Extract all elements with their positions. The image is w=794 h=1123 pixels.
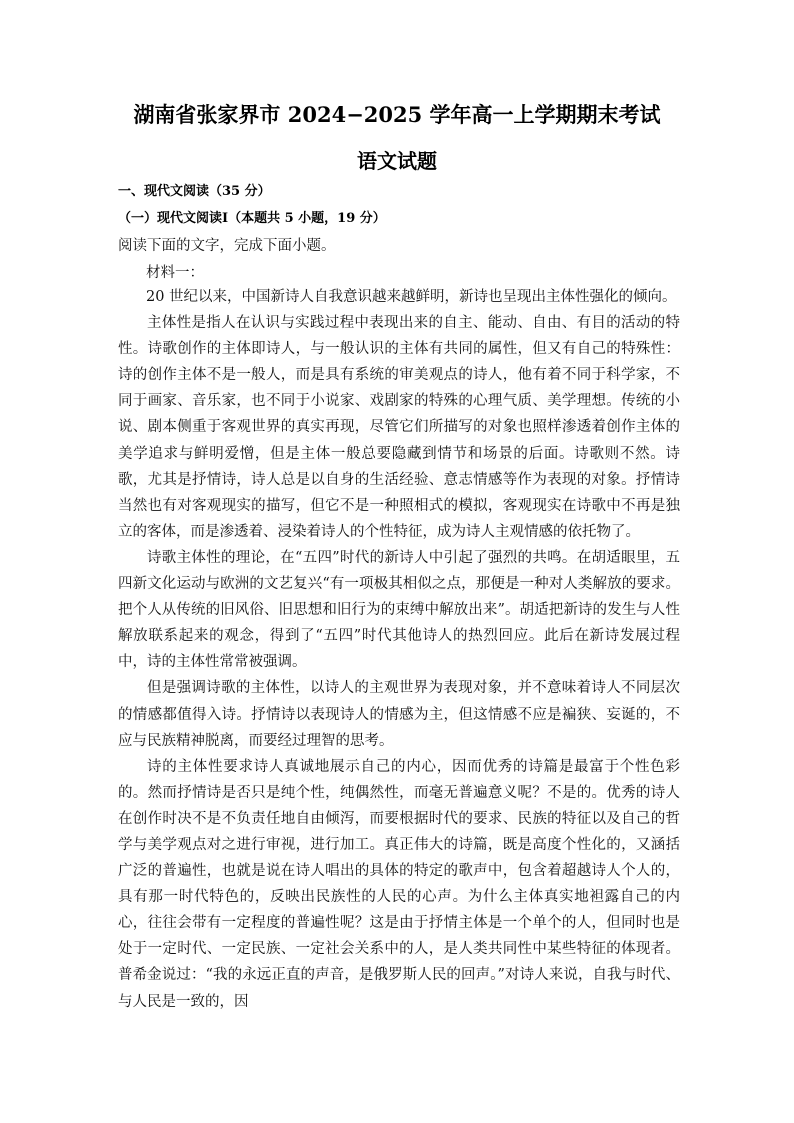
passage-body [118, 284, 680, 1015]
material-label: 材料一： [146, 265, 204, 281]
exam-subtitle: 语文试题 [357, 149, 437, 173]
passage-paragraph-5: 诗的主体性要求诗人真诚地展示自己的内心，因而优秀的诗篇是最富于个性色彩的。然而抒情诗是否只是纯个性，纯偶然性，而毫无普遍意义呢？不是的。优秀的诗人在创作时决不是不负责任地自由倾泻，而要根据时代的要求、民族的特征以及自己的哲学与美学观点对之进行审视，进行加工。真正伟大的诗篇，既是高度个性化的，又涵括广泛的普遍性，也就是说在诗人唱出的具体的特定的歌声中，包含着超越诗人个人的，具有那一时代特色的，反映出民族性的人民的心声。为什么主体真实地袒露自己的内心，往往会带有一定程度的普遍性呢？这是由于抒情主体是一个单个的人，但同时也是处于一定时代、一定民族、一定社会关系中的人，是人类共同性中某些特征的体现者。普希金说过：“我的永远正直的声音，是俄罗斯人民的回声。”对诗人来说，自我与时代、与人民是一致的，因 [118, 758, 680, 1010]
section-heading: 一、现代文阅读（35 分） [118, 184, 271, 199]
passage-paragraph-4: 但是强调诗歌的主体性，以诗人的主观世界为表现对象，并不意味着诗人不同层次的情感都值得入诗。抒情诗以表现诗人的情感为主，但这情感不应是褊狭、妄诞的，不应与民族精神脱离，而要经过理智的思考。 [118, 680, 680, 749]
exam-title: 湖南省张家界市 2024−2025 学年高一上学期期末考试 [133, 102, 661, 127]
reading-instruction: 阅读下面的文字，完成下面小题。 [118, 238, 336, 254]
subsection-heading: （一）现代文阅读Ⅰ（本题共 5 小题，19 分） [118, 211, 386, 226]
passage-paragraph-2: 主体性是指人在认识与实践过程中表现出来的自主、能动、自由、有目的活动的特性。诗歌创作的主体即诗人，与一般认识的主体有共同的属性，但又有自己的特殊性：诗的创作主体不是一般人，而是具有系统的审美观点的诗人，他有着不同于科学家，不同于画家、音乐家，也不同于小说家、戏剧家的特殊的心理气质、美学理想。传统的小说、剧本侧重于客观世界的真实再现，尽管它们所描写的对象也照样渗透着创作主体的美学追求与鲜明爱憎，但是主体一般总要隐藏到情节和场景的后面。诗歌则不然。诗歌，尤其是抒情诗，诗人总是以自身的生活经验、意志情感等作为表现的对象。抒情诗当然也有对客观现实的描写，但它不是一种照相式的模拟，客观现实在诗歌中不再是独立的客体，而是渗透着、浸染着诗人的个性特征，成为诗人主观情感的依托物了。 [118, 315, 680, 540]
passage-paragraph-3: 诗歌主体性的理论，在“五四”时代的新诗人中引起了强烈的共鸣。在胡适眼里，五四新文化运动与欧洲的文艺复兴“有一项极其相似之点，那便是一种对人类解放的要求。把个人从传统的旧风俗、旧思想和旧行为的束缚中解放出来”。胡适把新诗的发生与人性解放联系起来的观念，得到了“五四”时代其他诗人的热烈回应。此后在新诗发展过程中，诗的主体性常常被强调。 [118, 549, 680, 671]
passage-paragraph-1: 20 世纪以来，中国新诗人自我意识越来越鲜明，新诗也呈现出主体性强化的倾向。 [146, 289, 677, 305]
